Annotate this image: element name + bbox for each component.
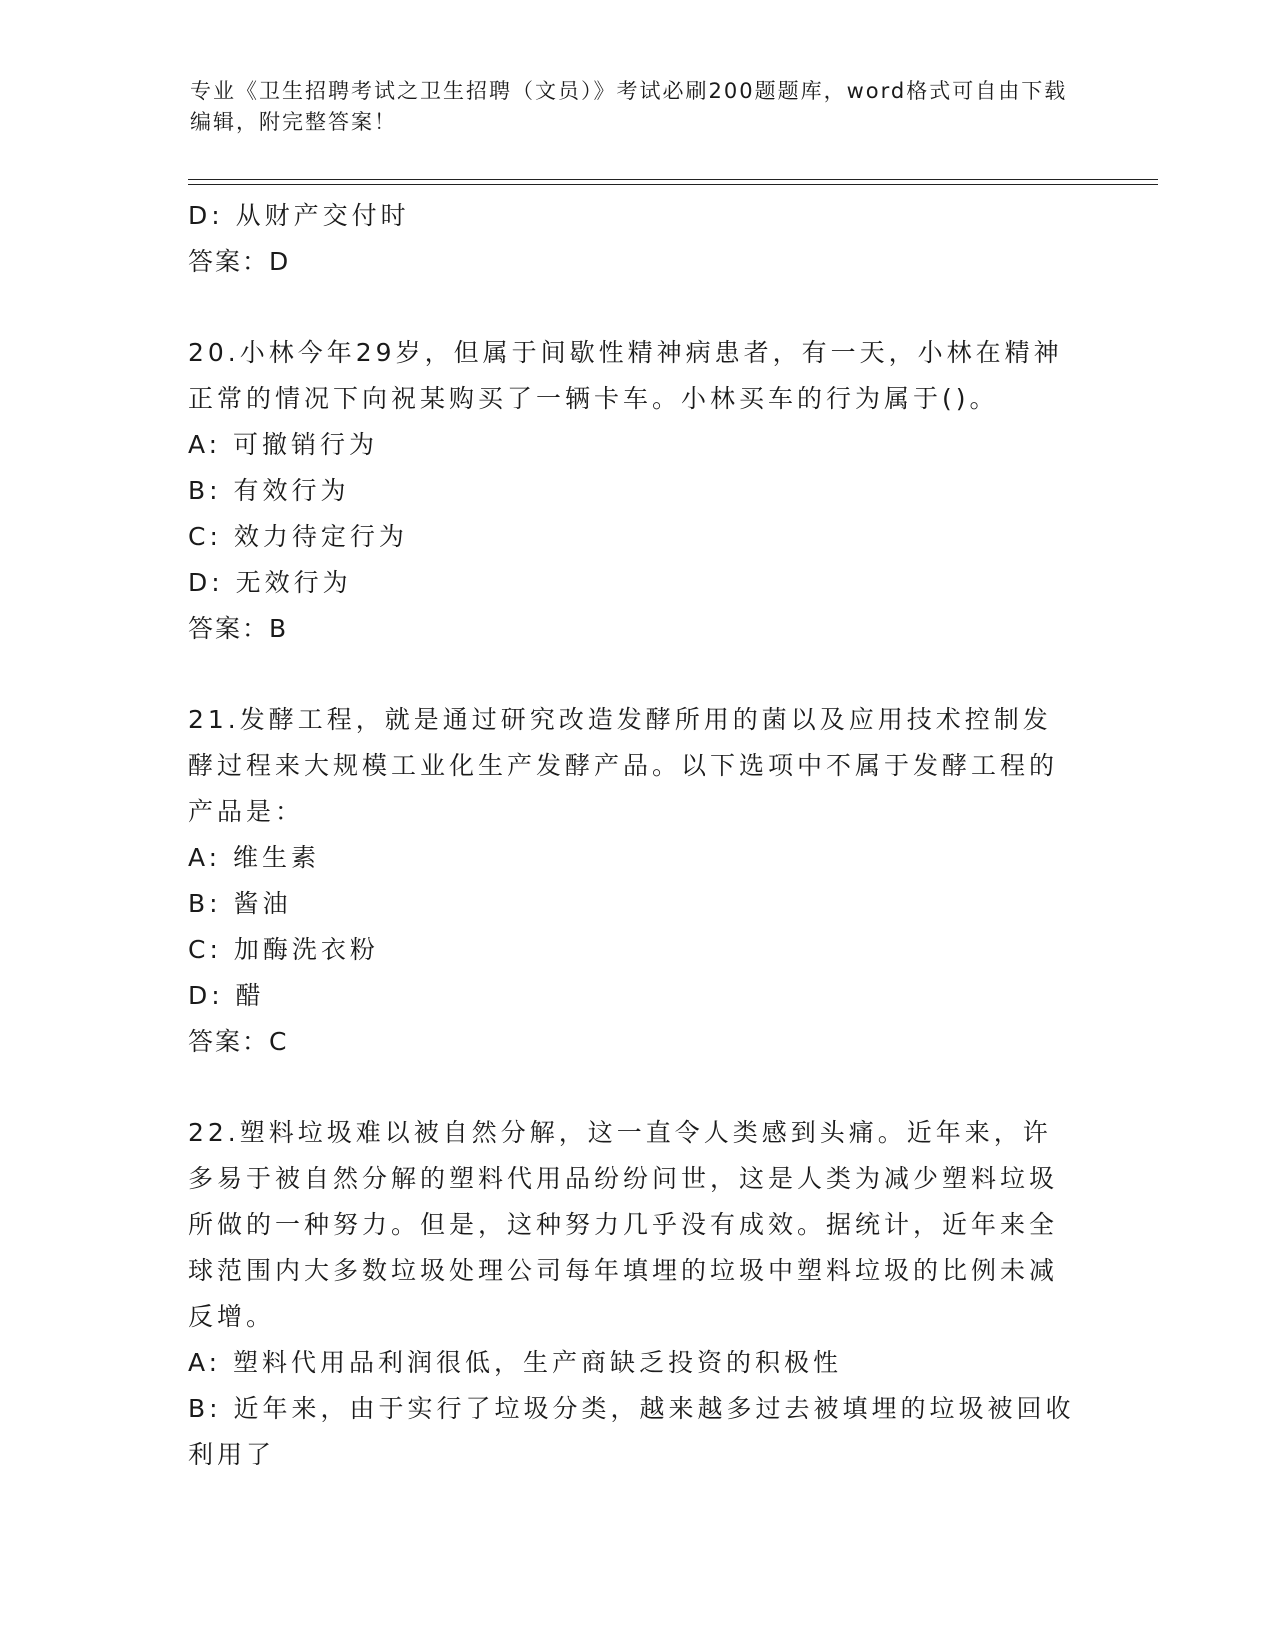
question-21: 21.发酵工程，就是通过研究改造发酵所用的菌以及应用技术控制发酵过程来大规模工业化生产发酵产品。以下选项中不属于发酵工程的产品是：: [188, 705, 1059, 826]
answer-line: 答案：D: [188, 247, 291, 276]
page-header: 专业《卫生招聘考试之卫生招聘（文员）》考试必刷200题题库，word格式可自由下载编辑，附完整答案！: [190, 79, 1068, 134]
option-b: B: 酱油: [188, 889, 292, 918]
question-22: 22.塑料垃圾难以被自然分解，这一直令人类感到头痛。近年来，许多易于被自然分解的塑料代用品纷纷问世，这是人类为减少塑料垃圾所做的一种努力。但是，这种努力几乎没有成效。据统计，近年来全球范围内大多数垃圾处理公司每年填埋的垃圾中塑料垃圾的比例未减反增。: [188, 1118, 1059, 1331]
spacer: [188, 652, 1078, 697]
option-d: D: 无效行为: [188, 568, 352, 597]
spacer: [188, 285, 1078, 330]
header-rule-bottom: [188, 184, 1158, 185]
option-b: B: 近年来，由于实行了垃圾分类，越来越多过去被填埋的垃圾被回收利用了: [188, 1394, 1075, 1469]
option-b: B: 有效行为: [188, 476, 350, 505]
option-a: A: 维生素: [188, 843, 321, 872]
option-a: A: 塑料代用品利润很低，生产商缺乏投资的积极性: [188, 1348, 843, 1377]
question-list: [188, 193, 1078, 1478]
answer-line: 答案：B: [188, 614, 289, 643]
option-d: D: 从财产交付时: [188, 201, 410, 230]
header-rule-top: [188, 179, 1158, 180]
option-a: A: 可撤销行为: [188, 430, 379, 459]
option-c: C: 效力待定行为: [188, 522, 408, 551]
spacer: [188, 1065, 1078, 1110]
answer-line: 答案：C: [188, 1027, 289, 1056]
option-d: D: 醋: [188, 981, 265, 1010]
question-20: 20.小林今年29岁，但属于间歇性精神病患者，有一天，小林在精神正常的情况下向祝某购买了一辆卡车。小林买车的行为属于()。: [188, 338, 1063, 413]
option-c: C: 加酶洗衣粉: [188, 935, 379, 964]
